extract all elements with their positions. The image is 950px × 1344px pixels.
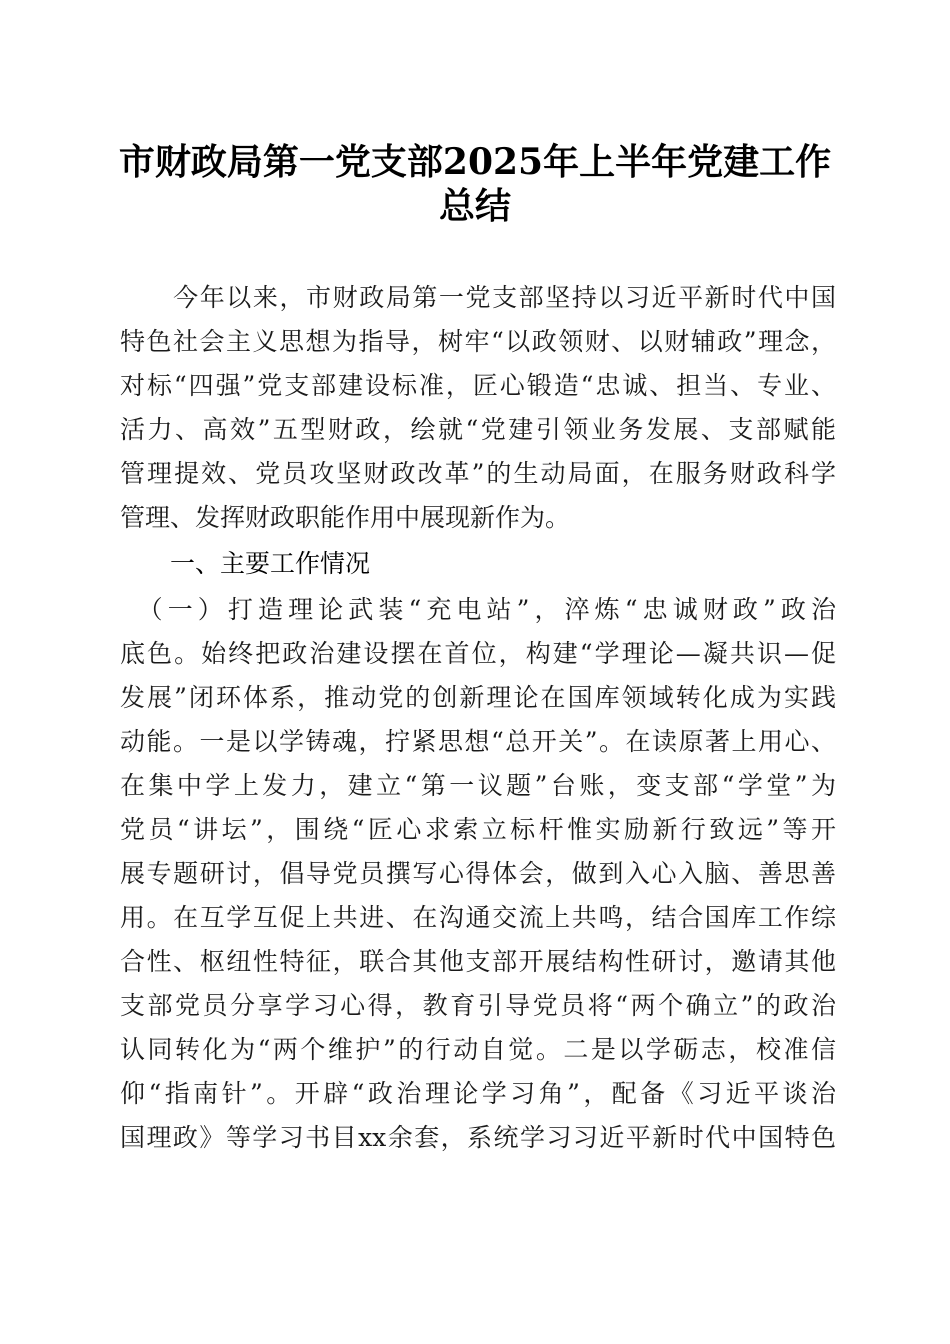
intro-paragraph-line: 管理、发挥财政职能作用中展现新作为。	[120, 503, 571, 532]
section-paragraph-line: 展专题研讨，倡导党员撰写心得体会，做到入心入脑、善思善	[120, 859, 836, 888]
section-paragraph-line: 国理政》等学习书目xx余套，系统学习习近平新时代中国特色	[120, 1123, 836, 1152]
section-heading: 一、主要工作情况	[170, 549, 371, 578]
section-paragraph-line: 党员“讲坛”，围绕“匠心求索立标杆惟实励新行致远”等开	[120, 815, 836, 844]
intro-paragraph-line: 活力、高效”五型财政，绘就“党建引领业务发展、支部赋能	[120, 415, 836, 444]
intro-paragraph-line: 特色社会主义思想为指导，树牢“以政领财、以财辅政”理念，	[120, 327, 836, 356]
section-paragraph-line: 支部党员分享学习心得，教育引导党员将“两个确立”的政治	[120, 991, 836, 1020]
section-paragraph-line: 仰“指南针”。开辟“政治理论学习角”，配备《习近平谈治	[120, 1079, 836, 1108]
intro-paragraph-line: 管理提效、党员攻坚财政改革”的生动局面，在服务财政科学	[120, 459, 836, 488]
section-paragraph-line: 底色。始终把政治建设摆在首位，构建“学理论—凝共识—促	[120, 639, 836, 668]
section-paragraph-line: 合性、枢纽性特征，联合其他支部开展结构性研讨，邀请其他	[120, 947, 836, 976]
section-paragraph-line: （一）打造理论武装“充电站”，淬炼“忠诚财政”政治	[120, 595, 836, 624]
section-paragraph-line: 发展”闭环体系，推动党的创新理论在国库领域转化成为实践	[120, 683, 836, 712]
intro-paragraph-line: 对标“四强”党支部建设标准，匠心锻造“忠诚、担当、专业、	[120, 371, 836, 400]
section-paragraph-line: 动能。一是以学铸魂，拧紧思想“总开关”。在读原著上用心、	[120, 727, 836, 756]
section-paragraph-line: 在集中学上发力，建立“第一议题”台账，变支部“学堂”为	[120, 771, 836, 800]
document-title-line-2: 总结	[438, 185, 511, 227]
document-title-line-1: 市财政局第一党支部2025年上半年党建工作	[118, 141, 832, 183]
section-paragraph-line: 认同转化为“两个维护”的行动自觉。二是以学砺志，校准信	[120, 1035, 836, 1064]
intro-paragraph-line: 今年以来，市财政局第一党支部坚持以习近平新时代中国	[120, 283, 836, 312]
section-paragraph-line: 用。在互学互促上共进、在沟通交流上共鸣，结合国库工作综	[120, 903, 836, 932]
